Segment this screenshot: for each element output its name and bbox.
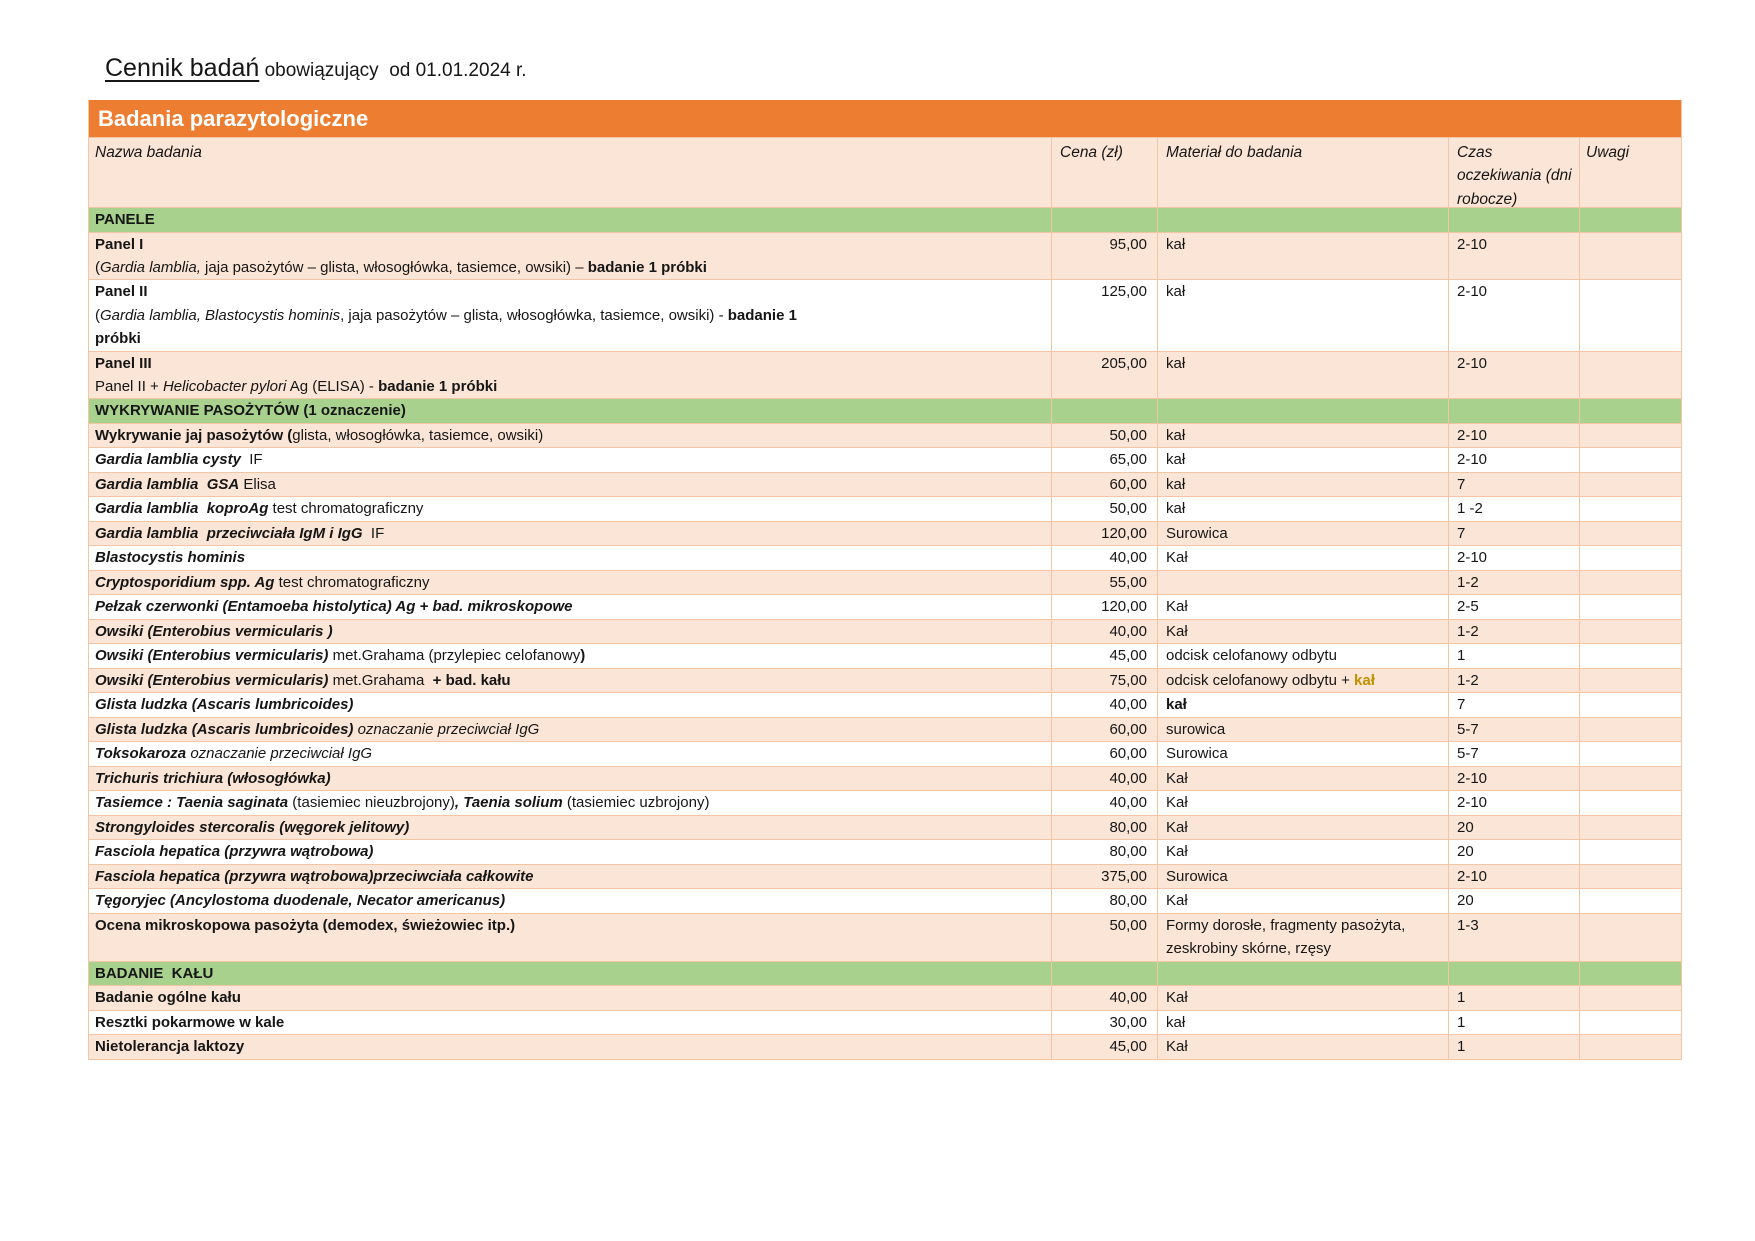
text-segment: Kał bbox=[1166, 794, 1188, 812]
text-segment: Tasiemce : Taenia saginata bbox=[95, 794, 289, 812]
wait-time-cell: 1 bbox=[1449, 1011, 1580, 1035]
text-segment: jaja pasożytów – glista, włosogłówka, tasiemce, owsiki) – bbox=[200, 258, 588, 276]
wait-time-cell: 2-10 bbox=[1449, 791, 1580, 815]
column-header-price: Cena (zł) bbox=[1052, 138, 1158, 207]
material-cell bbox=[1158, 1035, 1449, 1059]
test-name-cell bbox=[89, 448, 1052, 472]
price-cell: 60,00 bbox=[1052, 742, 1158, 766]
remarks-cell bbox=[1580, 986, 1681, 1010]
text-segment: Kał bbox=[1166, 989, 1188, 1007]
test-name-cell bbox=[89, 424, 1052, 448]
text-segment: Ag (ELISA) - bbox=[286, 377, 379, 395]
table-row bbox=[89, 692, 1681, 717]
wait-time-cell: 7 bbox=[1449, 522, 1580, 546]
material-cell bbox=[1158, 497, 1449, 521]
material-cell bbox=[1158, 840, 1449, 864]
price-cell: 40,00 bbox=[1052, 546, 1158, 570]
table-row bbox=[89, 741, 1681, 766]
material-cell bbox=[1158, 448, 1449, 472]
price-cell: 45,00 bbox=[1052, 1035, 1158, 1059]
test-name-cell bbox=[89, 571, 1052, 595]
price-cell: 40,00 bbox=[1052, 986, 1158, 1010]
material-cell bbox=[1158, 816, 1449, 840]
remarks-cell bbox=[1580, 644, 1681, 668]
price-cell: 50,00 bbox=[1052, 497, 1158, 521]
text-segment: Glista ludzka (Ascaris lumbricoides) bbox=[95, 696, 354, 714]
wait-time-cell: 1-3 bbox=[1449, 914, 1580, 961]
price-table bbox=[88, 100, 1682, 1060]
test-name-cell bbox=[89, 233, 1052, 280]
wait-time-cell: 1-2 bbox=[1449, 620, 1580, 644]
text-segment: Toksokaroza bbox=[95, 745, 187, 763]
wait-time-cell: 2-10 bbox=[1449, 546, 1580, 570]
text-segment: odcisk celofanowy odbytu + bbox=[1166, 671, 1355, 689]
text-segment: test chromatograficzny bbox=[268, 500, 424, 518]
text-segment: test chromatograficzny bbox=[274, 573, 430, 591]
text-segment: oznaczanie przeciwciał IgG bbox=[186, 745, 373, 763]
remarks-cell bbox=[1580, 546, 1681, 570]
text-segment: IF bbox=[240, 451, 263, 469]
section-remarks-cell bbox=[1580, 208, 1681, 232]
text-segment: Kał bbox=[1166, 549, 1188, 567]
remarks-cell bbox=[1580, 718, 1681, 742]
price-cell: 65,00 bbox=[1052, 448, 1158, 472]
table-row bbox=[89, 790, 1681, 815]
document-title-main: Cennik badań bbox=[105, 54, 260, 82]
material-cell bbox=[1158, 791, 1449, 815]
section-material-cell bbox=[1158, 962, 1449, 986]
price-cell: 205,00 bbox=[1052, 352, 1158, 399]
test-name-cell bbox=[89, 889, 1052, 913]
price-cell: 55,00 bbox=[1052, 571, 1158, 595]
price-cell: 50,00 bbox=[1052, 424, 1158, 448]
section-price-cell bbox=[1052, 962, 1158, 986]
section-wait-cell bbox=[1449, 399, 1580, 423]
text-segment: ) bbox=[580, 647, 586, 665]
wait-time-cell: 20 bbox=[1449, 840, 1580, 864]
text-segment: Owsiki (Enterobius vermicularis ) bbox=[95, 622, 333, 640]
test-name-cell bbox=[89, 352, 1052, 399]
section-wait-cell bbox=[1449, 208, 1580, 232]
remarks-cell bbox=[1580, 816, 1681, 840]
material-cell bbox=[1158, 889, 1449, 913]
text-segment: kał bbox=[1166, 696, 1187, 714]
material-cell bbox=[1158, 546, 1449, 570]
material-cell bbox=[1158, 424, 1449, 448]
material-cell bbox=[1158, 571, 1449, 595]
text-segment: Pełzak czerwonki (Entamoeba histolytica) Ag + bad. mikroskopowe bbox=[95, 598, 573, 616]
text-segment: kał bbox=[1166, 475, 1186, 493]
material-cell bbox=[1158, 473, 1449, 497]
text-segment: badanie 1 próbki bbox=[587, 258, 707, 276]
material-cell bbox=[1158, 986, 1449, 1010]
test-name-cell bbox=[89, 742, 1052, 766]
text-segment: Taenia solium bbox=[463, 794, 563, 812]
wait-time-cell: 2-10 bbox=[1449, 865, 1580, 889]
text-segment: Strongyloides stercoralis (węgorek jelitowy) bbox=[95, 818, 410, 836]
wait-time-cell: 5-7 bbox=[1449, 718, 1580, 742]
remarks-cell bbox=[1580, 1011, 1681, 1035]
price-cell: 30,00 bbox=[1052, 1011, 1158, 1035]
table-row bbox=[89, 594, 1681, 619]
section-remarks-cell bbox=[1580, 399, 1681, 423]
remarks-cell bbox=[1580, 914, 1681, 961]
test-name-cell bbox=[89, 497, 1052, 521]
text-segment: (tasiemiec uzbrojony) bbox=[562, 794, 710, 812]
test-name-cell bbox=[89, 280, 1052, 350]
table-row bbox=[89, 423, 1681, 448]
section-label: PANELE bbox=[89, 208, 1052, 232]
table-row bbox=[89, 913, 1681, 961]
wait-time-cell: 7 bbox=[1449, 693, 1580, 717]
table-row bbox=[89, 521, 1681, 546]
text-segment: surowica bbox=[1166, 720, 1226, 738]
price-cell: 50,00 bbox=[1052, 914, 1158, 961]
price-cell: 40,00 bbox=[1052, 620, 1158, 644]
price-cell: 125,00 bbox=[1052, 280, 1158, 350]
material-cell bbox=[1158, 767, 1449, 791]
text-segment: , jaja pasożytów – glista, włosogłówka, tasiemce, owsiki) - bbox=[340, 306, 728, 324]
text-segment: kał bbox=[1166, 426, 1186, 444]
price-cell: 75,00 bbox=[1052, 669, 1158, 693]
test-name-cell bbox=[89, 1035, 1052, 1059]
document-title bbox=[105, 54, 527, 83]
test-name-cell bbox=[89, 473, 1052, 497]
remarks-cell bbox=[1580, 497, 1681, 521]
text-segment: kał bbox=[1166, 354, 1186, 372]
text-segment: Kał bbox=[1166, 769, 1188, 787]
wait-time-cell: 5-7 bbox=[1449, 742, 1580, 766]
test-name-cell bbox=[89, 669, 1052, 693]
wait-time-cell: 1-2 bbox=[1449, 571, 1580, 595]
remarks-cell bbox=[1580, 767, 1681, 791]
section-remarks-cell bbox=[1580, 962, 1681, 986]
price-cell: 80,00 bbox=[1052, 889, 1158, 913]
wait-time-cell: 1 -2 bbox=[1449, 497, 1580, 521]
text-segment: Ocena mikroskopowa pasożyta (demodex, świeżowiec itp.) bbox=[95, 916, 516, 934]
text-segment: Cryptosporidium spp. Ag bbox=[95, 573, 275, 591]
text-segment: Gardia lamblia, Blastocystis hominis bbox=[100, 306, 341, 324]
remarks-cell bbox=[1580, 1035, 1681, 1059]
table-row bbox=[89, 643, 1681, 668]
remarks-cell bbox=[1580, 889, 1681, 913]
text-segment: Tęgoryjec (Ancylostoma duodenale, Necator americanus) bbox=[95, 892, 506, 910]
wait-time-cell: 20 bbox=[1449, 816, 1580, 840]
test-name-cell bbox=[89, 914, 1052, 961]
text-segment: Formy dorosłe, fragmenty pasożyta, zeskrobiny skórne, rzęsy bbox=[1166, 916, 1410, 958]
section-wait-cell bbox=[1449, 962, 1580, 986]
table-row bbox=[89, 864, 1681, 889]
text-segment: met.Grahama bbox=[328, 671, 429, 689]
column-header-wait: Czas oczekiwania (dni robocze) bbox=[1449, 138, 1580, 207]
text-segment: Elisa bbox=[239, 475, 276, 493]
material-cell bbox=[1158, 233, 1449, 280]
text-segment: Kał bbox=[1166, 892, 1188, 910]
text-segment: Kał bbox=[1166, 598, 1188, 616]
text-segment: Gardia lamblia przeciwciała IgM i IgG bbox=[95, 524, 363, 542]
price-cell: 80,00 bbox=[1052, 840, 1158, 864]
document-title-suffix: obowiązujący od 01.01.2024 r. bbox=[259, 60, 527, 81]
section-row bbox=[89, 207, 1681, 232]
table-row bbox=[89, 766, 1681, 791]
text-segment: Resztki pokarmowe w kale bbox=[95, 1013, 285, 1031]
price-cell: 120,00 bbox=[1052, 595, 1158, 619]
remarks-cell bbox=[1580, 280, 1681, 350]
text-segment: ( bbox=[95, 258, 100, 276]
text-segment: Owsiki (Enterobius vermicularis) bbox=[95, 647, 329, 665]
text-segment: kał bbox=[1166, 1013, 1186, 1031]
text-segment: badanie 1 próbki bbox=[378, 377, 498, 395]
price-cell: 95,00 bbox=[1052, 233, 1158, 280]
text-segment: kał bbox=[1166, 451, 1186, 469]
text-segment: Wykrywanie jaj pasożytów ( bbox=[95, 426, 293, 444]
column-header-name: Nazwa badania bbox=[89, 138, 1052, 207]
text-segment: Kał bbox=[1166, 622, 1188, 640]
remarks-cell bbox=[1580, 669, 1681, 693]
table-row bbox=[89, 496, 1681, 521]
test-name-cell bbox=[89, 986, 1052, 1010]
wait-time-cell: 2-10 bbox=[1449, 233, 1580, 280]
remarks-cell bbox=[1580, 522, 1681, 546]
test-name-cell bbox=[89, 595, 1052, 619]
remarks-cell bbox=[1580, 620, 1681, 644]
price-cell: 45,00 bbox=[1052, 644, 1158, 668]
table-row bbox=[89, 1034, 1681, 1059]
remarks-cell bbox=[1580, 473, 1681, 497]
section-material-cell bbox=[1158, 208, 1449, 232]
test-name-cell bbox=[89, 865, 1052, 889]
price-cell: 40,00 bbox=[1052, 693, 1158, 717]
wait-time-cell: 1 bbox=[1449, 1035, 1580, 1059]
material-cell bbox=[1158, 595, 1449, 619]
price-cell: 60,00 bbox=[1052, 718, 1158, 742]
material-cell bbox=[1158, 914, 1449, 961]
text-segment: met.Grahama (przylepiec celofanowy bbox=[328, 647, 581, 665]
text-segment: oznaczanie przeciwciał IgG bbox=[353, 720, 540, 738]
table-row bbox=[89, 447, 1681, 472]
table-row bbox=[89, 888, 1681, 913]
text-segment: Gardia lamblia, bbox=[100, 258, 201, 276]
price-cell: 40,00 bbox=[1052, 791, 1158, 815]
text-segment: Kał bbox=[1166, 818, 1188, 836]
text-segment: Panel III bbox=[95, 354, 152, 372]
text-segment: Panel I bbox=[95, 235, 144, 253]
price-cell: 40,00 bbox=[1052, 767, 1158, 791]
wait-time-cell: 1-2 bbox=[1449, 669, 1580, 693]
text-segment: Surowica bbox=[1166, 745, 1228, 763]
table-row bbox=[89, 619, 1681, 644]
table-row bbox=[89, 668, 1681, 693]
text-segment: kał bbox=[1166, 235, 1186, 253]
test-name-cell bbox=[89, 546, 1052, 570]
material-cell bbox=[1158, 718, 1449, 742]
text-segment: Panel II bbox=[95, 283, 148, 301]
text-segment: próbki bbox=[95, 330, 141, 348]
text-segment: , bbox=[454, 794, 464, 812]
table-body bbox=[89, 207, 1681, 1059]
text-segment: + bad. kału bbox=[428, 671, 511, 689]
material-cell bbox=[1158, 352, 1449, 399]
text-segment: Panel II + bbox=[95, 377, 163, 395]
text-segment: kał bbox=[1354, 671, 1375, 689]
table-row bbox=[89, 545, 1681, 570]
test-name-cell bbox=[89, 840, 1052, 864]
material-cell bbox=[1158, 693, 1449, 717]
text-segment: kał bbox=[1166, 283, 1186, 301]
text-segment: Fasciola hepatica (przywra wątrobowa)przeciwciała całkowite bbox=[95, 867, 534, 885]
text-segment: kał bbox=[1166, 500, 1186, 518]
test-name-cell bbox=[89, 791, 1052, 815]
table-header-row bbox=[89, 137, 1681, 207]
table-row bbox=[89, 279, 1681, 350]
text-segment: Surowica bbox=[1166, 524, 1228, 542]
material-cell bbox=[1158, 522, 1449, 546]
test-name-cell bbox=[89, 1011, 1052, 1035]
price-cell: 60,00 bbox=[1052, 473, 1158, 497]
table-row bbox=[89, 839, 1681, 864]
test-name-cell bbox=[89, 522, 1052, 546]
text-segment: (tasiemiec nieuzbrojony) bbox=[288, 794, 455, 812]
text-segment: Glista ludzka (Ascaris lumbricoides) bbox=[95, 720, 354, 738]
text-segment: ( bbox=[95, 306, 100, 324]
wait-time-cell: 1 bbox=[1449, 986, 1580, 1010]
column-header-remarks: Uwagi bbox=[1580, 138, 1681, 207]
text-segment: Fasciola hepatica (przywra wątrobowa) bbox=[95, 843, 374, 861]
price-cell: 375,00 bbox=[1052, 865, 1158, 889]
wait-time-cell: 2-10 bbox=[1449, 424, 1580, 448]
section-price-cell bbox=[1052, 399, 1158, 423]
test-name-cell bbox=[89, 693, 1052, 717]
text-segment: Helicobacter pylori bbox=[162, 377, 287, 395]
material-cell bbox=[1158, 669, 1449, 693]
material-cell bbox=[1158, 280, 1449, 350]
text-segment: Badanie ogólne kału bbox=[95, 989, 241, 1007]
text-segment: Kał bbox=[1166, 1038, 1188, 1056]
section-material-cell bbox=[1158, 399, 1449, 423]
section-label: BADANIE KAŁU bbox=[89, 962, 1052, 986]
material-cell bbox=[1158, 865, 1449, 889]
section-row bbox=[89, 398, 1681, 423]
test-name-cell bbox=[89, 816, 1052, 840]
text-segment: Owsiki (Enterobius vermicularis) bbox=[95, 671, 329, 689]
section-row bbox=[89, 961, 1681, 986]
table-row bbox=[89, 232, 1681, 280]
wait-time-cell: 2-5 bbox=[1449, 595, 1580, 619]
table-row bbox=[89, 1010, 1681, 1035]
column-header-material: Materiał do badania bbox=[1158, 138, 1449, 207]
text-segment: IF bbox=[362, 524, 385, 542]
text-segment: odcisk celofanowy odbytu bbox=[1166, 647, 1337, 665]
table-banner: Badania parazytologiczne bbox=[89, 100, 1681, 137]
remarks-cell bbox=[1580, 791, 1681, 815]
material-cell bbox=[1158, 644, 1449, 668]
wait-time-cell: 1 bbox=[1449, 644, 1580, 668]
text-segment: Nietolerancja laktozy bbox=[95, 1038, 245, 1056]
table-row bbox=[89, 717, 1681, 742]
test-name-cell bbox=[89, 718, 1052, 742]
remarks-cell bbox=[1580, 352, 1681, 399]
text-segment: Gardia lamblia koproAg bbox=[95, 500, 269, 518]
text-segment: glista, włosogłówka, tasiemce, owsiki) bbox=[292, 426, 544, 444]
text-segment: badanie 1 bbox=[727, 306, 797, 324]
table-row bbox=[89, 985, 1681, 1010]
section-price-cell bbox=[1052, 208, 1158, 232]
wait-time-cell: 2-10 bbox=[1449, 352, 1580, 399]
test-name-cell bbox=[89, 767, 1052, 791]
text-segment: Gardia lamblia GSA bbox=[95, 475, 240, 493]
remarks-cell bbox=[1580, 595, 1681, 619]
remarks-cell bbox=[1580, 571, 1681, 595]
text-segment: Gardia lamblia cysty bbox=[95, 451, 241, 469]
remarks-cell bbox=[1580, 865, 1681, 889]
price-cell: 120,00 bbox=[1052, 522, 1158, 546]
remarks-cell bbox=[1580, 448, 1681, 472]
wait-time-cell: 7 bbox=[1449, 473, 1580, 497]
price-cell: 80,00 bbox=[1052, 816, 1158, 840]
wait-time-cell: 2-10 bbox=[1449, 280, 1580, 350]
remarks-cell bbox=[1580, 693, 1681, 717]
wait-time-cell: 2-10 bbox=[1449, 767, 1580, 791]
section-label: WYKRYWANIE PASOŻYTÓW (1 oznaczenie) bbox=[89, 399, 1052, 423]
wait-time-cell: 2-10 bbox=[1449, 448, 1580, 472]
text-segment: Kał bbox=[1166, 843, 1188, 861]
remarks-cell bbox=[1580, 742, 1681, 766]
material-cell bbox=[1158, 620, 1449, 644]
text-segment: Blastocystis hominis bbox=[95, 549, 246, 567]
text-segment: Trichuris trichiura (włosogłówka) bbox=[95, 769, 331, 787]
remarks-cell bbox=[1580, 840, 1681, 864]
material-cell bbox=[1158, 1011, 1449, 1035]
text-segment: Surowica bbox=[1166, 867, 1228, 885]
test-name-cell bbox=[89, 620, 1052, 644]
test-name-cell bbox=[89, 644, 1052, 668]
table-row bbox=[89, 472, 1681, 497]
wait-time-cell: 20 bbox=[1449, 889, 1580, 913]
table-row bbox=[89, 351, 1681, 399]
table-row bbox=[89, 815, 1681, 840]
remarks-cell bbox=[1580, 233, 1681, 280]
remarks-cell bbox=[1580, 424, 1681, 448]
material-cell bbox=[1158, 742, 1449, 766]
table-row bbox=[89, 570, 1681, 595]
